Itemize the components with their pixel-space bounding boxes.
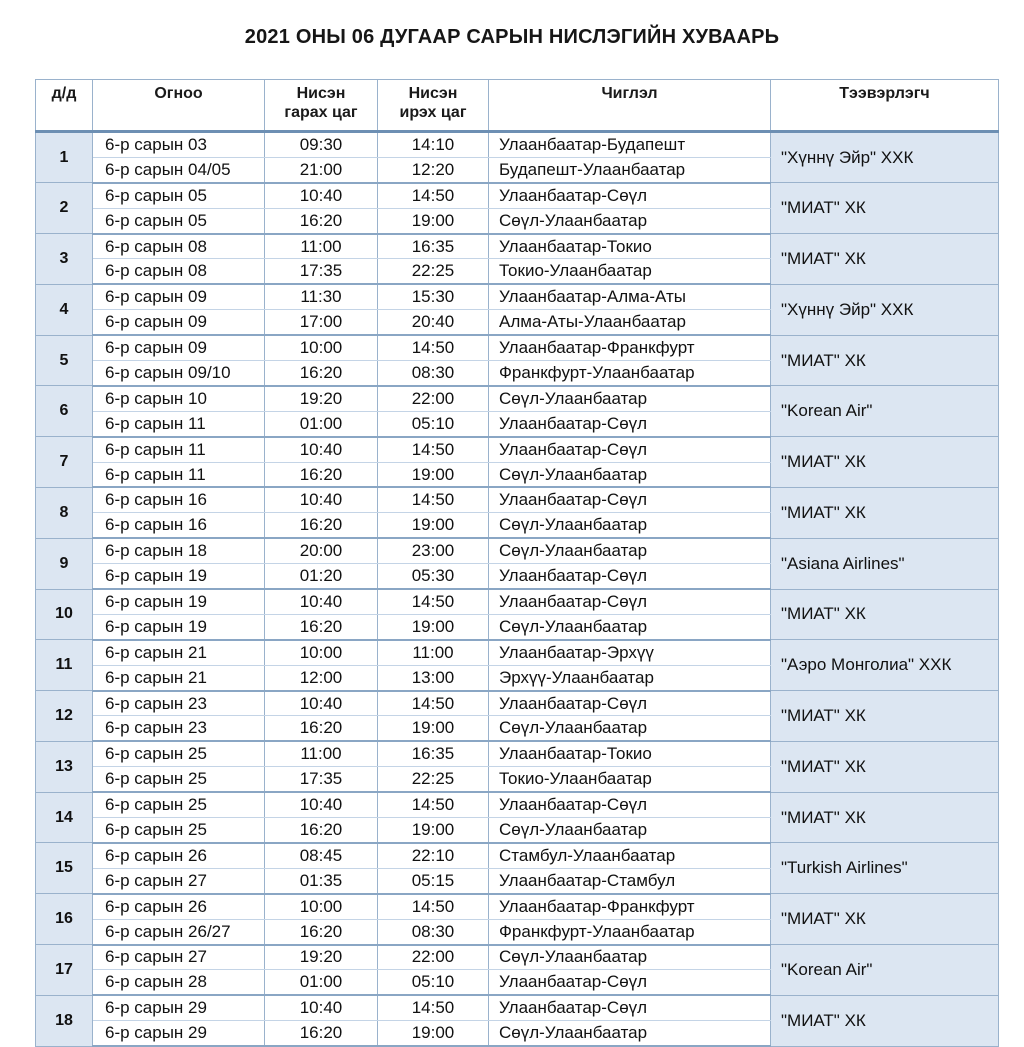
arrival-time-cell: 12:20	[378, 157, 489, 182]
carrier-cell: "МИАТ" ХК	[771, 234, 999, 285]
carrier-cell: "МИАТ" ХК	[771, 995, 999, 1046]
date-cell: 6-р сарын 11	[93, 462, 265, 487]
departure-time-cell: 19:20	[265, 386, 378, 411]
date-cell: 6-р сарын 25	[93, 818, 265, 843]
departure-time-cell: 10:00	[265, 640, 378, 665]
table-row	[36, 741, 999, 766]
departure-time-cell: 10:40	[265, 589, 378, 614]
arrival-time-cell: 13:00	[378, 665, 489, 690]
arrival-time-cell: 08:30	[378, 919, 489, 944]
departure-time-cell: 16:20	[265, 513, 378, 538]
date-cell: 6-р сарын 16	[93, 513, 265, 538]
departure-time-cell: 10:00	[265, 894, 378, 919]
departure-time-cell: 10:40	[265, 437, 378, 462]
arrival-time-cell: 14:50	[378, 589, 489, 614]
table-header-row	[36, 80, 999, 132]
date-cell: 6-р сарын 27	[93, 945, 265, 970]
document-title: 2021 ОНЫ 06 ДУГААР САРЫН НИСЛЭГИЙН ХУВААРЬ	[244, 26, 780, 48]
route-cell: Улаанбаатар-Будапешт	[489, 132, 771, 158]
table-row	[36, 335, 999, 360]
date-cell: 6-р сарын 08	[93, 259, 265, 284]
date-cell: 6-р сарын 09/10	[93, 361, 265, 386]
row-number: 17	[36, 945, 93, 996]
route-cell: Улаанбаатар-Франкфурт	[489, 335, 771, 360]
table-row	[36, 640, 999, 665]
carrier-cell: "МИАТ" ХК	[771, 589, 999, 640]
route-cell: Сөүл-Улаанбаатар	[489, 462, 771, 487]
arrival-time-cell: 20:40	[378, 310, 489, 335]
arrival-time-cell: 19:00	[378, 208, 489, 233]
arrival-time-cell: 19:00	[378, 716, 489, 741]
departure-time-cell: 16:20	[265, 1021, 378, 1046]
departure-time-cell: 12:00	[265, 665, 378, 690]
row-number: 6	[36, 386, 93, 437]
arrival-time-cell: 16:35	[378, 741, 489, 766]
route-cell: Улаанбаатар-Сөүл	[489, 970, 771, 995]
row-number: 14	[36, 792, 93, 843]
table-row	[36, 538, 999, 563]
row-number: 18	[36, 995, 93, 1046]
carrier-cell: "МИАТ" ХК	[771, 741, 999, 792]
departure-time-cell: 09:30	[265, 132, 378, 158]
date-cell: 6-р сарын 28	[93, 970, 265, 995]
route-cell: Сөүл-Улаанбаатар	[489, 386, 771, 411]
route-cell: Улаанбаатар-Токио	[489, 234, 771, 259]
arrival-time-cell: 23:00	[378, 538, 489, 563]
departure-time-cell: 10:40	[265, 691, 378, 716]
date-cell: 6-р сарын 04/05	[93, 157, 265, 182]
header-route: Чиглэл	[489, 80, 771, 132]
route-cell: Улаанбаатар-Сөүл	[489, 792, 771, 817]
row-number: 8	[36, 487, 93, 538]
row-number: 5	[36, 335, 93, 386]
table-row	[36, 386, 999, 411]
date-cell: 6-р сарын 09	[93, 310, 265, 335]
route-cell: Франкфурт-Улаанбаатар	[489, 919, 771, 944]
departure-time-cell: 08:45	[265, 843, 378, 868]
table-row	[36, 691, 999, 716]
route-cell: Улаанбаатар-Стамбул	[489, 868, 771, 893]
departure-time-cell: 11:30	[265, 284, 378, 309]
arrival-time-cell: 14:50	[378, 487, 489, 512]
date-cell: 6-р сарын 26	[93, 894, 265, 919]
date-cell: 6-р сарын 25	[93, 741, 265, 766]
header-departure: Нисэн гарах цаг	[265, 80, 378, 132]
arrival-time-cell: 19:00	[378, 818, 489, 843]
row-number: 4	[36, 284, 93, 335]
carrier-cell: "МИАТ" ХК	[771, 894, 999, 945]
departure-time-cell: 16:20	[265, 919, 378, 944]
route-cell: Эрхүү-Улаанбаатар	[489, 665, 771, 690]
date-cell: 6-р сарын 25	[93, 767, 265, 792]
departure-time-cell: 01:00	[265, 970, 378, 995]
date-cell: 6-р сарын 26/27	[93, 919, 265, 944]
carrier-cell: "Turkish Airlines"	[771, 843, 999, 894]
row-number: 15	[36, 843, 93, 894]
route-cell: Сөүл-Улаанбаатар	[489, 818, 771, 843]
departure-time-cell: 21:00	[265, 157, 378, 182]
table-row	[36, 132, 999, 158]
header-carrier: Тээвэрлэгч	[771, 80, 999, 132]
departure-time-cell: 11:00	[265, 234, 378, 259]
carrier-cell: "МИАТ" ХК	[771, 792, 999, 843]
table-row	[36, 792, 999, 817]
date-cell: 6-р сарын 19	[93, 564, 265, 589]
route-cell: Улаанбаатар-Алма-Аты	[489, 284, 771, 309]
arrival-time-cell: 05:30	[378, 564, 489, 589]
arrival-time-cell: 14:50	[378, 995, 489, 1020]
date-cell: 6-р сарын 19	[93, 589, 265, 614]
table-row	[36, 487, 999, 512]
route-cell: Сөүл-Улаанбаатар	[489, 614, 771, 639]
row-number: 1	[36, 132, 93, 183]
date-cell: 6-р сарын 09	[93, 335, 265, 360]
table-row	[36, 437, 999, 462]
row-number: 3	[36, 234, 93, 285]
departure-time-cell: 16:20	[265, 462, 378, 487]
departure-time-cell: 10:00	[265, 335, 378, 360]
date-cell: 6-р сарын 05	[93, 208, 265, 233]
carrier-cell: "Хүннү Эйр" ХХК	[771, 132, 999, 183]
route-cell: Франкфурт-Улаанбаатар	[489, 361, 771, 386]
table-row	[36, 183, 999, 208]
route-cell: Сөүл-Улаанбаатар	[489, 538, 771, 563]
carrier-cell: "МИАТ" ХК	[771, 691, 999, 742]
departure-time-cell: 10:40	[265, 792, 378, 817]
row-number: 2	[36, 183, 93, 234]
arrival-time-cell: 19:00	[378, 462, 489, 487]
departure-time-cell: 16:20	[265, 818, 378, 843]
date-cell: 6-р сарын 27	[93, 868, 265, 893]
date-cell: 6-р сарын 05	[93, 183, 265, 208]
arrival-time-cell: 14:50	[378, 894, 489, 919]
arrival-time-cell: 05:10	[378, 970, 489, 995]
date-cell: 6-р сарын 21	[93, 665, 265, 690]
departure-time-cell: 17:35	[265, 767, 378, 792]
arrival-time-cell: 11:00	[378, 640, 489, 665]
arrival-time-cell: 22:25	[378, 259, 489, 284]
route-cell: Сөүл-Улаанбаатар	[489, 208, 771, 233]
route-cell: Улаанбаатар-Сөүл	[489, 691, 771, 716]
route-cell: Улаанбаатар-Сөүл	[489, 437, 771, 462]
route-cell: Сөүл-Улаанбаатар	[489, 716, 771, 741]
arrival-time-cell: 14:50	[378, 335, 489, 360]
arrival-time-cell: 08:30	[378, 361, 489, 386]
carrier-cell: "МИАТ" ХК	[771, 183, 999, 234]
row-number: 9	[36, 538, 93, 589]
arrival-time-cell: 19:00	[378, 614, 489, 639]
arrival-time-cell: 14:10	[378, 132, 489, 158]
table-body	[36, 132, 999, 1047]
departure-time-cell: 11:00	[265, 741, 378, 766]
departure-time-cell: 17:00	[265, 310, 378, 335]
route-cell: Токио-Улаанбаатар	[489, 259, 771, 284]
route-cell: Сөүл-Улаанбаатар	[489, 1021, 771, 1046]
table-row	[36, 284, 999, 309]
departure-time-cell: 10:40	[265, 995, 378, 1020]
departure-time-cell: 16:20	[265, 208, 378, 233]
row-number: 13	[36, 741, 93, 792]
carrier-cell: "МИАТ" ХК	[771, 437, 999, 488]
route-cell: Сөүл-Улаанбаатар	[489, 945, 771, 970]
arrival-time-cell: 22:10	[378, 843, 489, 868]
date-cell: 6-р сарын 09	[93, 284, 265, 309]
route-cell: Алма-Аты-Улаанбаатар	[489, 310, 771, 335]
date-cell: 6-р сарын 18	[93, 538, 265, 563]
route-cell: Улаанбаатар-Сөүл	[489, 487, 771, 512]
row-number: 16	[36, 894, 93, 945]
route-cell: Улаанбаатар-Токио	[489, 741, 771, 766]
date-cell: 6-р сарын 29	[93, 1021, 265, 1046]
date-cell: 6-р сарын 03	[93, 132, 265, 158]
departure-time-cell: 01:20	[265, 564, 378, 589]
header-arrival: Нисэн ирэх цаг	[378, 80, 489, 132]
route-cell: Улаанбаатар-Эрхүү	[489, 640, 771, 665]
table-row	[36, 945, 999, 970]
departure-time-cell: 16:20	[265, 716, 378, 741]
arrival-time-cell: 16:35	[378, 234, 489, 259]
date-cell: 6-р сарын 29	[93, 995, 265, 1020]
arrival-time-cell: 14:50	[378, 792, 489, 817]
arrival-time-cell: 05:15	[378, 868, 489, 893]
arrival-time-cell: 14:50	[378, 691, 489, 716]
route-cell: Улаанбаатар-Франкфурт	[489, 894, 771, 919]
departure-time-cell: 16:20	[265, 614, 378, 639]
date-cell: 6-р сарын 23	[93, 691, 265, 716]
date-cell: 6-р сарын 11	[93, 411, 265, 436]
route-cell: Сөүл-Улаанбаатар	[489, 513, 771, 538]
route-cell: Стамбул-Улаанбаатар	[489, 843, 771, 868]
date-cell: 6-р сарын 26	[93, 843, 265, 868]
arrival-time-cell: 19:00	[378, 1021, 489, 1046]
route-cell: Улаанбаатар-Сөүл	[489, 589, 771, 614]
flight-schedule-table	[35, 79, 999, 1047]
table-row	[36, 995, 999, 1020]
date-cell: 6-р сарын 23	[93, 716, 265, 741]
table-row	[36, 234, 999, 259]
carrier-cell: "Korean Air"	[771, 945, 999, 996]
carrier-cell: "МИАТ" ХК	[771, 335, 999, 386]
departure-time-cell: 01:00	[265, 411, 378, 436]
header-date: Огноо	[93, 80, 265, 132]
route-cell: Улаанбаатар-Сөүл	[489, 411, 771, 436]
row-number: 12	[36, 691, 93, 742]
date-cell: 6-р сарын 10	[93, 386, 265, 411]
row-number: 10	[36, 589, 93, 640]
carrier-cell: "МИАТ" ХК	[771, 487, 999, 538]
arrival-time-cell: 22:00	[378, 945, 489, 970]
table-row	[36, 894, 999, 919]
route-cell: Токио-Улаанбаатар	[489, 767, 771, 792]
date-cell: 6-р сарын 21	[93, 640, 265, 665]
date-cell: 6-р сарын 11	[93, 437, 265, 462]
row-number: 7	[36, 437, 93, 488]
table-row	[36, 843, 999, 868]
table-row	[36, 589, 999, 614]
carrier-cell: "Asiana Airlines"	[771, 538, 999, 589]
date-cell: 6-р сарын 08	[93, 234, 265, 259]
carrier-cell: "Korean Air"	[771, 386, 999, 437]
departure-time-cell: 10:40	[265, 487, 378, 512]
arrival-time-cell: 15:30	[378, 284, 489, 309]
carrier-cell: "Аэро Монголиа" ХХК	[771, 640, 999, 691]
departure-time-cell: 19:20	[265, 945, 378, 970]
date-cell: 6-р сарын 25	[93, 792, 265, 817]
departure-time-cell: 16:20	[265, 361, 378, 386]
carrier-cell: "Хүннү Эйр" ХХК	[771, 284, 999, 335]
header-num: д/д	[36, 80, 93, 132]
date-cell: 6-р сарын 19	[93, 614, 265, 639]
route-cell: Будапешт-Улаанбаатар	[489, 157, 771, 182]
arrival-time-cell: 19:00	[378, 513, 489, 538]
arrival-time-cell: 14:50	[378, 183, 489, 208]
departure-time-cell: 01:35	[265, 868, 378, 893]
arrival-time-cell: 22:00	[378, 386, 489, 411]
route-cell: Улаанбаатар-Сөүл	[489, 564, 771, 589]
arrival-time-cell: 22:25	[378, 767, 489, 792]
departure-time-cell: 17:35	[265, 259, 378, 284]
route-cell: Улаанбаатар-Сөүл	[489, 183, 771, 208]
departure-time-cell: 10:40	[265, 183, 378, 208]
arrival-time-cell: 14:50	[378, 437, 489, 462]
arrival-time-cell: 05:10	[378, 411, 489, 436]
departure-time-cell: 20:00	[265, 538, 378, 563]
route-cell: Улаанбаатар-Сөүл	[489, 995, 771, 1020]
date-cell: 6-р сарын 16	[93, 487, 265, 512]
row-number: 11	[36, 640, 93, 691]
